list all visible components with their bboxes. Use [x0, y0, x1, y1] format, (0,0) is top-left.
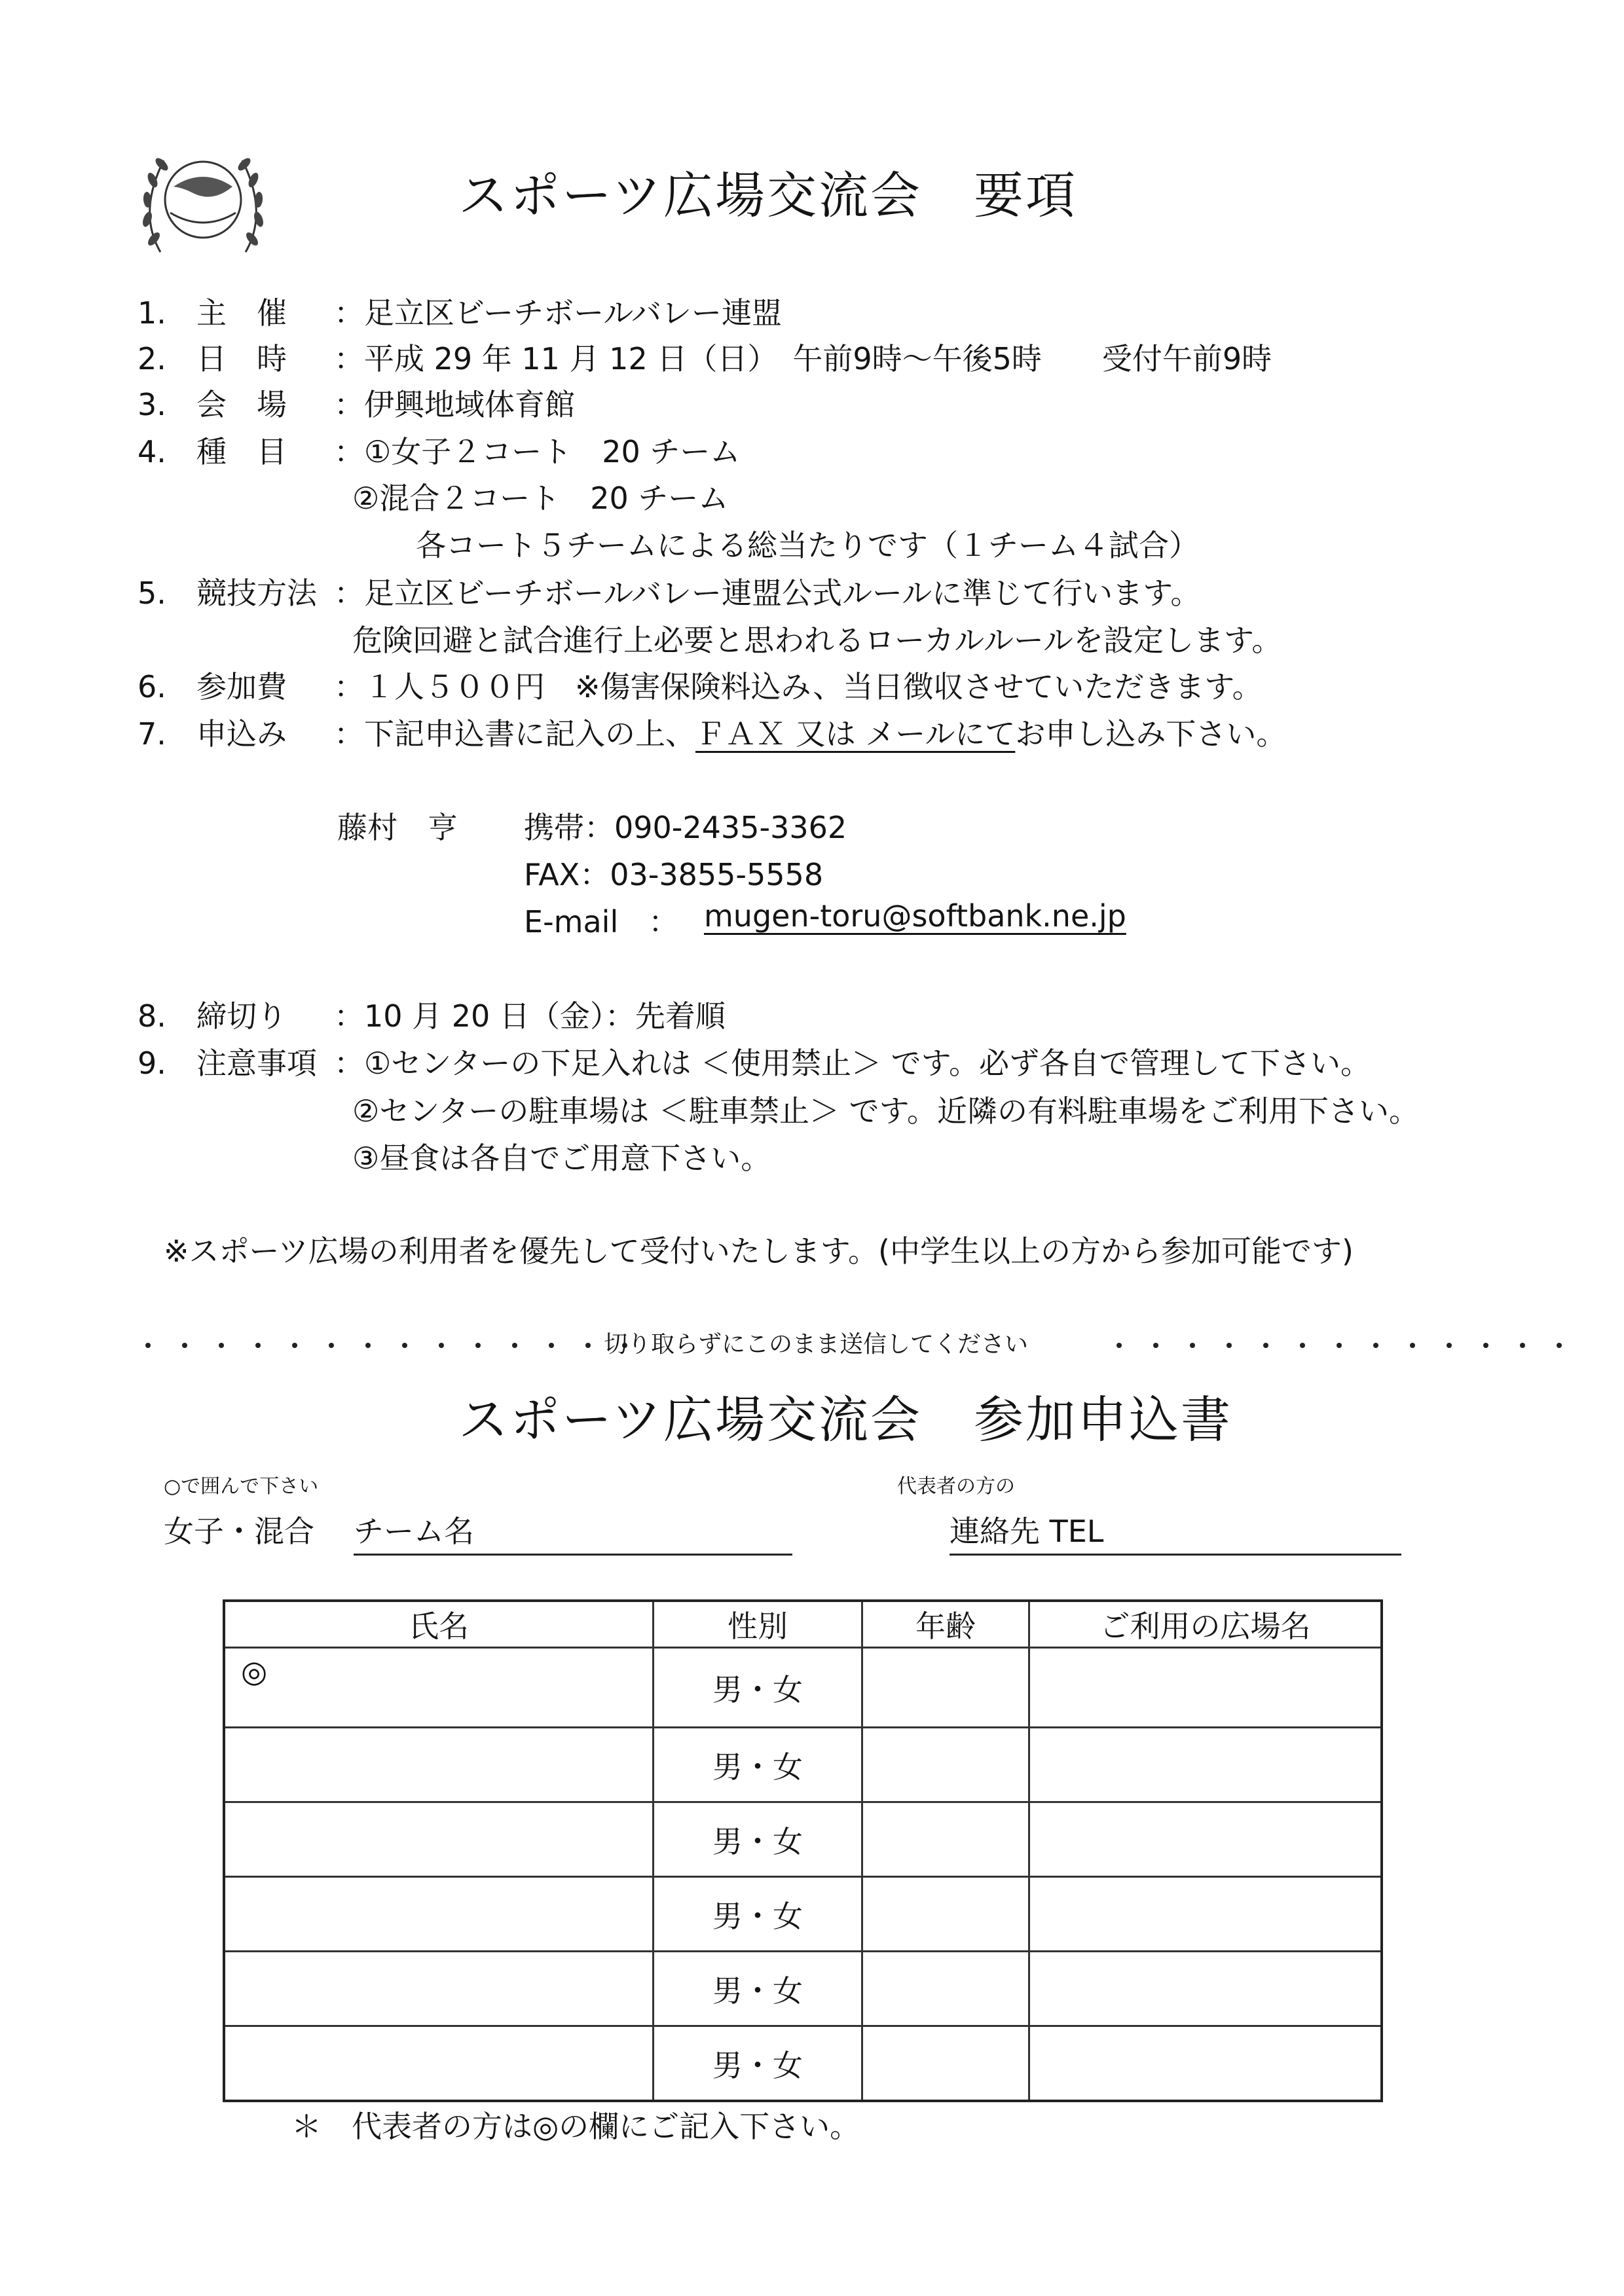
age-cell[interactable] [862, 1877, 1029, 1952]
circle-note: ○で囲んで下さい [164, 1475, 319, 1498]
representative-mark: ◎ [241, 1654, 268, 1689]
item-9-line-3: ③昼食は各自でご用意下さい。 [352, 1140, 771, 1176]
priority-note: ※スポーツ広場の利用者を優先して受付いたします。(中学生以上の方から参加可能です) [164, 1233, 1354, 1269]
item-9-line-2: ②センターの駐車場は ＜駐車禁止＞ です。近隣の有料駐車場をご利用下さい。 [352, 1093, 1419, 1129]
item-1: 1. 主 催 ：足立区ビーチボールバレー連盟 [138, 295, 783, 331]
item-4-line-3: 各コート５チームによる総当たりです（１チーム４試合） [416, 528, 1199, 563]
gender-cell[interactable]: 男・女 [654, 1952, 862, 2026]
age-cell[interactable] [862, 1802, 1029, 1877]
representative-note: 代表者の方の [897, 1475, 1015, 1498]
beach-ball-logo [134, 141, 272, 265]
name-cell[interactable] [224, 1802, 654, 1877]
name-cell[interactable] [224, 1877, 654, 1952]
plaza-cell[interactable] [1029, 2026, 1382, 2102]
cut-instruction: 切り取らずにこのまま送信してください [604, 1331, 1029, 1358]
name-cell-representative[interactable] [224, 1648, 654, 1728]
table-row [224, 2026, 1382, 2102]
age-cell[interactable] [862, 1648, 1029, 1728]
item-4-line-2: ②混合２コート 20 チーム [352, 481, 729, 516]
page-title: スポーツ広場交流会 要項 [458, 166, 1077, 225]
contact-email-label: E-mail ： [524, 904, 679, 939]
gender-cell[interactable]: 男・女 [654, 1728, 862, 1802]
age-cell[interactable] [862, 2026, 1029, 2102]
item-9: 9. 注意事項 ：①センターの下足入れは ＜使用禁止＞ です。必ず各自で管理して下さい。 [138, 1046, 1371, 1081]
item-3: 3. 会 場 ：伊興地域体育館 [138, 387, 575, 422]
table-row [224, 1952, 1382, 2026]
table-row [224, 1648, 1382, 1728]
table-header-row [224, 1601, 1382, 1648]
participant-table [223, 1599, 1383, 2102]
header-gender: 性別 [654, 1601, 862, 1648]
item-8: 8. 締切り ：10 月 20 日（金）：先着順 [138, 998, 726, 1034]
table-row [224, 1877, 1382, 1952]
table-row [224, 1728, 1382, 1802]
plaza-cell[interactable] [1029, 1802, 1382, 1877]
plaza-cell[interactable] [1029, 1952, 1382, 2026]
gender-cell[interactable]: 男・女 [654, 1802, 862, 1877]
header-name: 氏名 [224, 1601, 654, 1648]
item-6: 6. 参加費 ：１人５００円 ※傷害保険料込み、当日徴収させていただきます。 [138, 669, 1263, 704]
gender-cell[interactable]: 男・女 [654, 1877, 862, 1952]
header-age: 年齢 [862, 1601, 1029, 1648]
item-7: 7. 申込み ：下記申込書に記入の上、ＦＡＸ 又は メールにてお申し込み下さい。 [138, 716, 1287, 752]
name-cell[interactable] [224, 1728, 654, 1802]
plaza-cell[interactable] [1029, 1877, 1382, 1952]
contact-mobile: 携帯：090-2435-3362 [524, 810, 847, 845]
contact-tel-label: 連絡先 TEL [950, 1514, 1104, 1549]
plaza-cell[interactable] [1029, 1648, 1382, 1728]
plaza-cell[interactable] [1029, 1728, 1382, 1802]
team-name-field[interactable] [354, 1508, 792, 1556]
item-5-line-2: 危険回避と試合進行上必要と思われるローカルルールを設定します。 [352, 623, 1282, 658]
team-name-label: チーム名 [354, 1514, 474, 1549]
age-cell[interactable] [862, 1952, 1029, 2026]
fax-or-mail-emphasis: ＦＡＸ 又は メールにて [695, 716, 1016, 752]
table-row [224, 1802, 1382, 1877]
footnote: ＊ 代表者の方は◎の欄にご記入下さい。 [291, 2109, 860, 2144]
age-cell[interactable] [862, 1728, 1029, 1802]
item-5: 5. 競技方法 ：足立区ビーチボールバレー連盟公式ルールに準じて行います。 [138, 575, 1201, 611]
name-cell[interactable] [224, 2026, 654, 2102]
header-plaza: ご利用の広場名 [1029, 1601, 1382, 1648]
name-cell[interactable] [224, 1952, 654, 2026]
gender-cell[interactable]: 男・女 [654, 1648, 862, 1728]
gender-cell[interactable]: 男・女 [654, 2026, 862, 2102]
form-title: スポーツ広場交流会 参加申込書 [458, 1391, 1232, 1449]
contact-name: 藤村 亨 [337, 810, 458, 845]
contact-tel-field[interactable] [950, 1508, 1401, 1556]
item-4: 4. 種 目 ：①女子２コート 20 チーム [138, 434, 741, 469]
contact-email-link[interactable]: mugen-toru@softbank.ne.jp [704, 898, 1126, 934]
cut-line-left [145, 1338, 659, 1351]
category-options[interactable]: 女子・混合 [164, 1514, 314, 1549]
cut-line-right [1116, 1338, 1593, 1351]
item-2: 2. 日 時 ：平成 29 年 11 月 12 日（日） 午前9時〜午後5時 受付午前9時 [138, 341, 1272, 376]
contact-fax: FAX：03-3855-5558 [524, 857, 824, 892]
